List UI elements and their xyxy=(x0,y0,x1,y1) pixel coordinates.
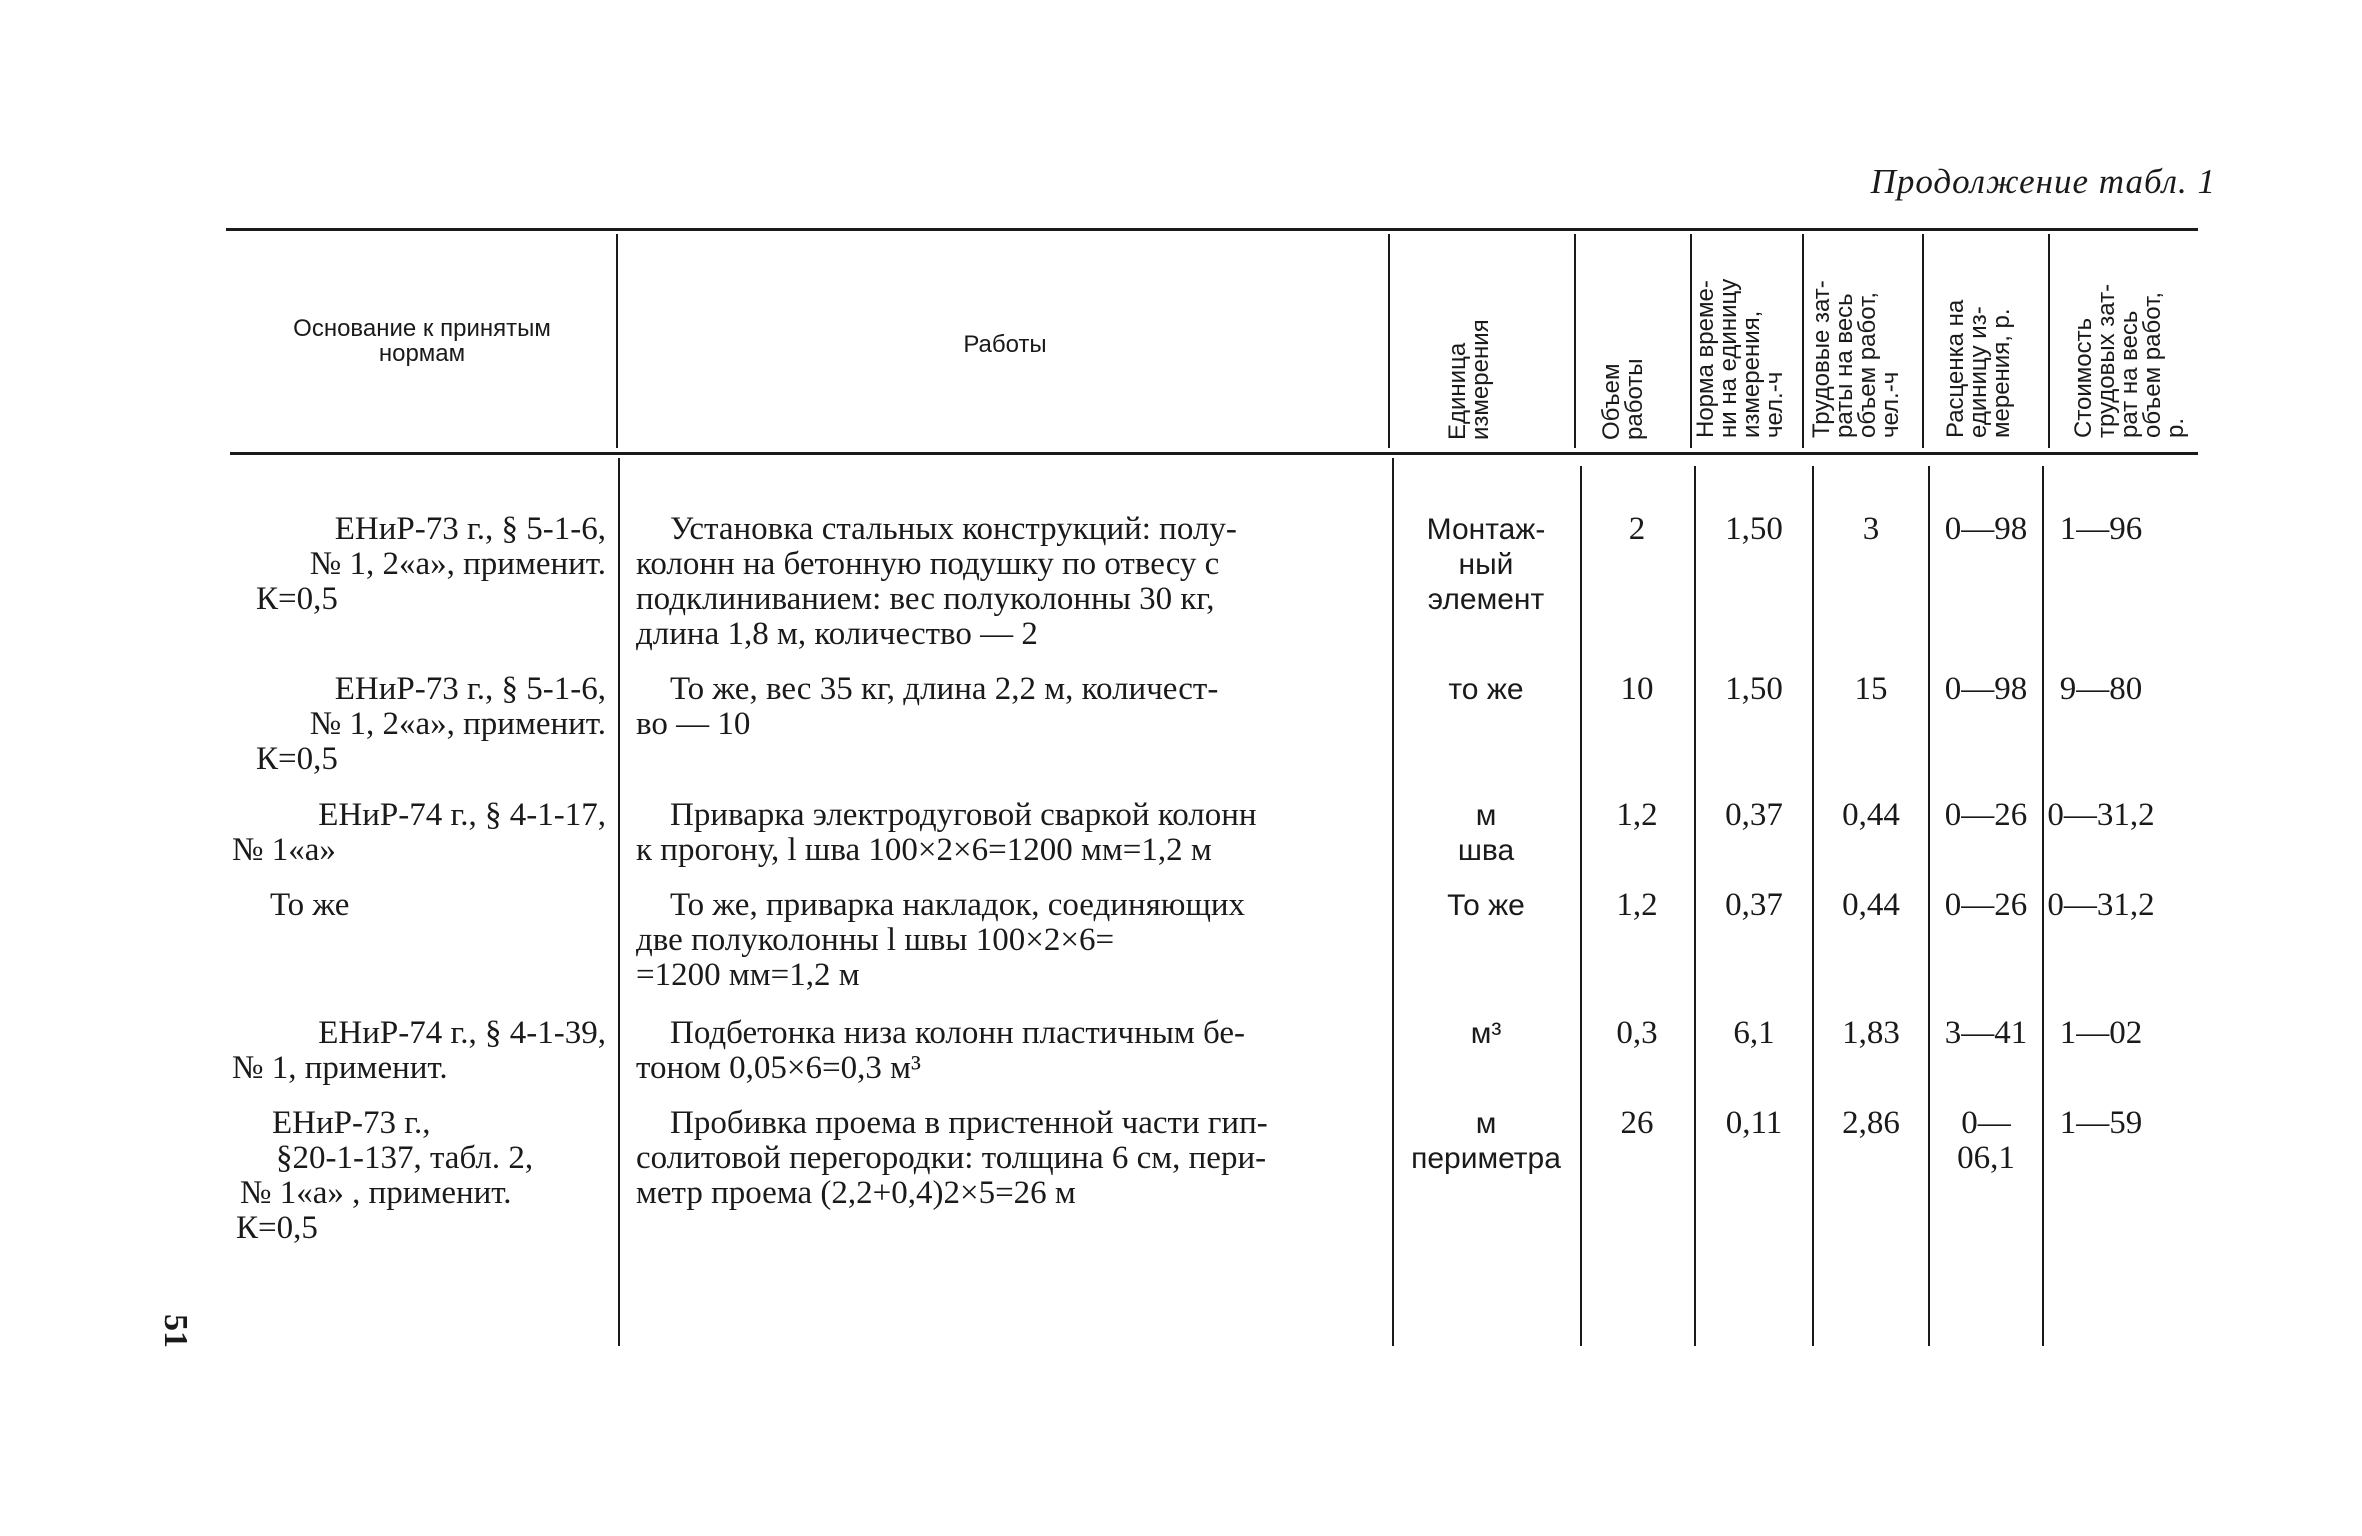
unit-cell: то же xyxy=(1448,673,1524,706)
page-number: 51 xyxy=(157,1314,194,1348)
basis-cell: ЕНиР-73 г., §20-1-137, табл. 2, № 1«а» , применит. К=0,5 xyxy=(236,1105,534,1246)
rate-cell: 0—98 xyxy=(1944,511,2028,547)
cost-cell: 1—02 xyxy=(2059,1015,2143,1051)
cost-cell: 1—59 xyxy=(2059,1105,2143,1141)
norm-cell: 0,37 xyxy=(1725,887,1783,923)
header-divider xyxy=(1802,234,1804,448)
header-norm: Норма време- ни на единицу измерения, чел.-ч xyxy=(1692,278,1788,438)
work-cell: Приварка электродуговой сваркой колонн к прогону, l шва 100×2×6=1200 мм=1,2 м xyxy=(636,797,1257,868)
body-divider xyxy=(618,458,620,1346)
body-divider xyxy=(1694,466,1696,1346)
header-unit: Единица измерения xyxy=(1444,319,1494,440)
cost-cell: 9—80 xyxy=(2059,671,2143,707)
volume-cell: 1,2 xyxy=(1616,797,1658,833)
norm-cell: 6,1 xyxy=(1733,1015,1775,1051)
unit-cell: м³ xyxy=(1470,1017,1502,1050)
work-cell: То же, вес 35 кг, длина 2,2 м, количест- во — 10 xyxy=(636,671,1219,742)
header-rate: Расценка на единицу из- мерения, р. xyxy=(1942,299,2015,438)
norm-cell: 1,50 xyxy=(1725,671,1783,707)
body-divider xyxy=(2042,466,2044,1346)
labor-cell: 0,44 xyxy=(1842,887,1900,923)
unit-cell: Монтаж- ный элемент xyxy=(1426,513,1546,616)
work-cell: Пробивка проема в пристенной части гип- солитовой перегородки: толщина 6 см, пери- метр проема (2,2+0,4)2×5=26 м xyxy=(636,1105,1268,1211)
rate-cell: 0—26 xyxy=(1944,887,2028,923)
header-cost: Стоимость трудовых зат- рат на весь объем работ, р. xyxy=(2070,283,2189,438)
basis-cell: ЕНиР-74 г., § 4-1-17, № 1«а» xyxy=(232,797,606,868)
header-divider xyxy=(616,234,618,448)
rate-cell: 0—26 xyxy=(1944,797,2028,833)
body-divider xyxy=(1928,466,1930,1346)
norm-cell: 0,37 xyxy=(1725,797,1783,833)
norm-cell: 0,11 xyxy=(1725,1105,1783,1141)
header-labor: Трудовые зат- раты на весь объем работ, чел.-ч xyxy=(1808,280,1904,438)
body-divider xyxy=(1580,466,1582,1346)
work-cell: Подбетонка низа колонн пластичным бе- тоном 0,05×6=0,3 м³ xyxy=(636,1015,1246,1086)
basis-cell: ЕНиР-74 г., § 4-1-39, № 1, применит. xyxy=(232,1015,606,1086)
volume-cell: 1,2 xyxy=(1616,887,1658,923)
header-volume: Объем работы xyxy=(1598,358,1648,440)
cost-cell: 0—31,2 xyxy=(2047,887,2155,923)
cost-cell: 0—31,2 xyxy=(2047,797,2155,833)
header-divider xyxy=(1388,234,1390,448)
volume-cell: 26 xyxy=(1620,1105,1654,1141)
norm-cell: 1,50 xyxy=(1725,511,1783,547)
body-divider xyxy=(1812,466,1814,1346)
work-cell: То же, приварка накладок, соединяющих две полуколонны l швы 100×2×6= =1200 мм=1,2 м xyxy=(636,887,1246,993)
header-basis: Основание к принятым нормам xyxy=(293,315,551,367)
volume-cell: 10 xyxy=(1620,671,1654,707)
rate-cell: 0— 06,1 xyxy=(1957,1105,2015,1176)
volume-cell: 2 xyxy=(1628,511,1646,547)
labor-cell: 3 xyxy=(1862,511,1880,547)
volume-cell: 0,3 xyxy=(1616,1015,1658,1051)
header-divider xyxy=(1922,234,1924,448)
basis-cell: То же xyxy=(270,887,350,923)
labor-cell: 1,83 xyxy=(1842,1015,1900,1051)
cost-cell: 1—96 xyxy=(2059,511,2143,547)
basis-cell: ЕНиР-73 г., § 5-1-6, № 1, 2«а», применит. К=0,5 xyxy=(256,511,606,617)
header-bottom-rule xyxy=(230,452,2198,455)
rate-cell: 0—98 xyxy=(1944,671,2028,707)
labor-cell: 0,44 xyxy=(1842,797,1900,833)
labor-cell: 2,86 xyxy=(1842,1105,1900,1141)
unit-cell: То же xyxy=(1447,889,1525,922)
header-divider xyxy=(1574,234,1576,448)
work-cell: Установка стальных конструкций: полу- колонн на бетонную подушку по отвесу с подклиниванием: вес полуколонны 30 кг, длина 1,8 м, количество — 2 xyxy=(636,511,1237,652)
unit-cell: м периметра xyxy=(1411,1107,1561,1175)
unit-cell: м шва xyxy=(1457,799,1515,867)
rate-cell: 3—41 xyxy=(1944,1015,2028,1051)
labor-cell: 15 xyxy=(1854,671,1888,707)
header-divider xyxy=(2048,234,2050,448)
table-caption: Продолжение табл. 1 xyxy=(1870,162,2216,201)
header-work: Работы xyxy=(963,331,1047,358)
table-top-rule xyxy=(226,228,2198,231)
basis-cell: ЕНиР-73 г., § 5-1-6, № 1, 2«а», применит. К=0,5 xyxy=(256,671,606,777)
body-divider xyxy=(1392,458,1394,1346)
